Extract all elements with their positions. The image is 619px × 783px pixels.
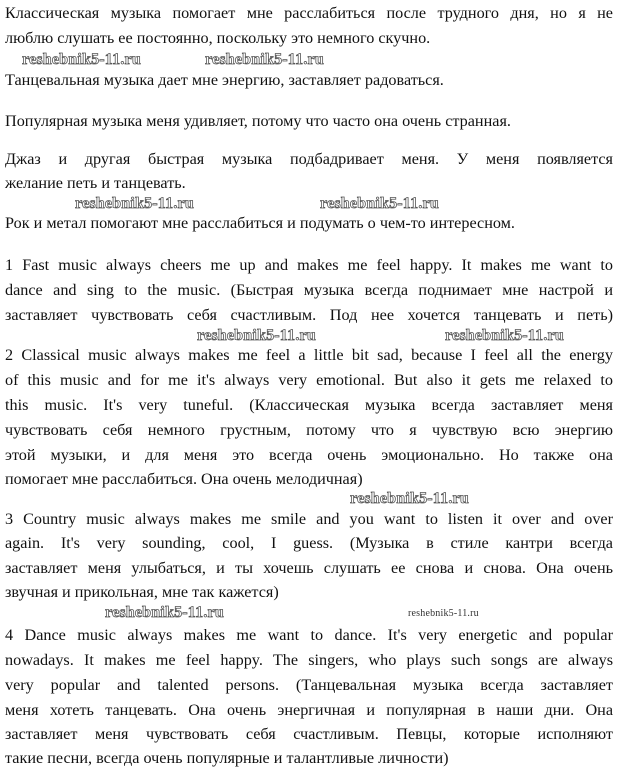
text-line: of this music and for me it's always very emotional. But also it gets me relaxed to bbox=[5, 371, 613, 389]
text-line: nowadays. It makes me feel happy. The singers, who plays such songs are always bbox=[5, 651, 613, 669]
text-line: заставляет чувствовать себя счастливым. Под нее хочется танцевать и петь) bbox=[5, 306, 613, 324]
text-line: звучная и прикольная, мне так кажется) bbox=[5, 583, 279, 601]
watermark-text: reshebnik5-11.ru bbox=[445, 327, 564, 344]
text-line: Джаз и другая быстрая музыка подбадривает меня. У меня появляется bbox=[5, 150, 613, 168]
watermark-text: reshebnik5-11.ru bbox=[22, 51, 141, 68]
text-line: чувствовать себя немного грустным, потому что я чувствую всю энергию bbox=[5, 421, 613, 439]
watermark-text: reshebnik5-11.ru bbox=[75, 195, 194, 212]
text-line: люблю слушать ее постоянно, поскольку это немного скучно. bbox=[5, 29, 431, 47]
text-line: Танцевальная музыка дает мне энергию, заставляет радоваться. bbox=[5, 71, 444, 89]
watermark-text: reshebnik5-11.ru bbox=[197, 327, 316, 344]
text-line: заставляет меня улыбаться, и ты хочешь слушать ее снова и снова. Она очень bbox=[5, 559, 613, 577]
watermark-text: reshebnik5-11.ru bbox=[350, 490, 469, 507]
text-line: такие песни, всегда очень популярные и талантливые личности) bbox=[5, 749, 449, 767]
watermark-text: reshebnik5-11.ru bbox=[320, 195, 439, 212]
text-line: 2 Classical music always makes me feel a little bit sad, because I feel all the energy bbox=[5, 346, 613, 364]
watermark-text: reshebnik5-11.ru bbox=[205, 51, 324, 68]
text-line: Классическая музыка помогает мне расслабиться после трудного дня, но я не bbox=[5, 4, 613, 22]
text-line: Рок и метал помогают мне расслабиться и подумать о чем-то интересном. bbox=[5, 214, 515, 232]
watermark-text: reshebnik5-11.ru bbox=[408, 608, 479, 619]
text-line: very popular and talented persons. (Танцевальная музыка всегда заставляет bbox=[5, 676, 613, 694]
text-line: 3 Country music always makes me smile and you want to listen it over and over bbox=[5, 510, 613, 528]
text-line: this music. It's very tuneful. (Классическая музыка всегда заставляет меня bbox=[5, 396, 613, 414]
text-line: заставляет меня чувствовать себя счастливым. Певцы, которые исполняют bbox=[5, 725, 613, 743]
text-line: Популярная музыка меня удивляет, потому что часто она очень странная. bbox=[5, 112, 511, 130]
text-line: dance and sing to the music. (Быстрая музыка всегда поднимает мне настрой и bbox=[5, 281, 613, 299]
text-line: 4 Dance music always makes me want to dance. It's very energetic and popular bbox=[5, 626, 613, 644]
text-line: again. It's very sounding, cool, I guess. (Музыка в стиле кантри всегда bbox=[5, 534, 613, 552]
watermark-text: reshebnik5-11.ru bbox=[105, 604, 224, 621]
text-line: помогает мне расслабиться. Она очень мелодичная) bbox=[5, 470, 363, 488]
text-line: 1 Fast music always cheers me up and makes me feel happy. It makes me want to bbox=[5, 256, 613, 274]
text-line: меня хотеть танцевать. Она очень энергичная и популярная в наши дни. Она bbox=[5, 701, 613, 719]
text-line: этой музыки, и для меня это всегда очень эмоционально. Но также она bbox=[5, 446, 613, 464]
text-line: желание петь и танцевать. bbox=[5, 174, 186, 192]
